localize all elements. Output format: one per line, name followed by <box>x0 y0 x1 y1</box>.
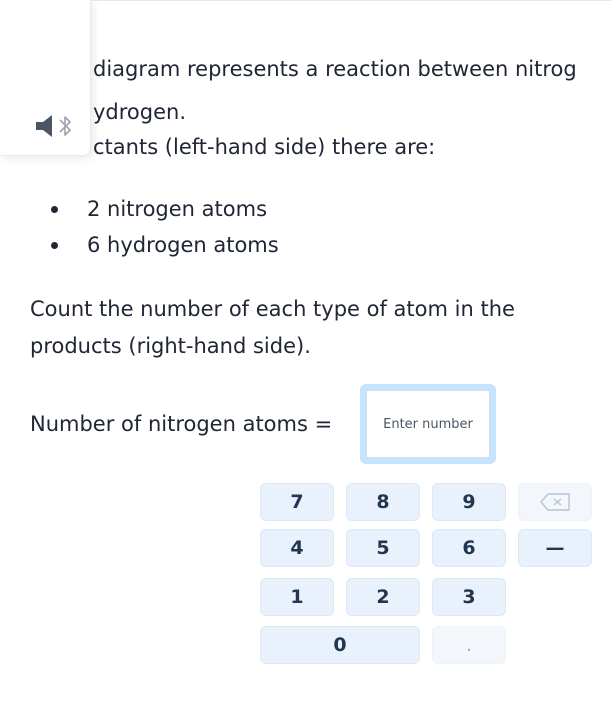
question-intro-line-2: ydrogen. <box>93 100 187 124</box>
keypad-key-6[interactable]: 6 <box>432 529 506 567</box>
keypad-backspace-button[interactable] <box>518 483 592 521</box>
list-item: 6 hydrogen atoms <box>45 231 279 267</box>
backspace-icon <box>537 491 573 513</box>
read-aloud-button[interactable] <box>30 108 80 144</box>
speaker-icon <box>32 111 78 141</box>
instruction-line-1: Count the number of each type of atom in the <box>30 297 515 321</box>
list-item: 2 nitrogen atoms <box>45 195 279 231</box>
keypad-key-5[interactable]: 5 <box>346 529 420 567</box>
keypad-key-0[interactable]: 0 <box>260 626 420 664</box>
keypad-key-3[interactable]: 3 <box>432 578 506 616</box>
reactant-list <box>45 195 279 267</box>
keypad-key-2[interactable]: 2 <box>346 578 420 616</box>
question-intro-line-1: diagram represents a reaction between nitrog <box>93 57 577 81</box>
answer-input-wrapper <box>360 384 496 464</box>
keypad-key-4[interactable]: 4 <box>260 529 334 567</box>
keypad-key-1[interactable]: 1 <box>260 578 334 616</box>
answer-label: Number of nitrogen atoms = <box>30 412 333 436</box>
keypad-key-9[interactable]: 9 <box>432 483 506 521</box>
instruction-line-2: products (right-hand side). <box>30 334 311 358</box>
bluetooth-icon <box>60 117 70 135</box>
keypad-decimal-button[interactable]: . <box>432 626 506 664</box>
keypad-key-8[interactable]: 8 <box>346 483 420 521</box>
top-divider <box>0 0 611 1</box>
keypad-key-7[interactable]: 7 <box>260 483 334 521</box>
nitrogen-atoms-input[interactable] <box>366 390 490 458</box>
question-intro-line-3: ctants (left-hand side) there are: <box>93 135 436 159</box>
keypad-minus-button[interactable]: — <box>518 529 592 567</box>
